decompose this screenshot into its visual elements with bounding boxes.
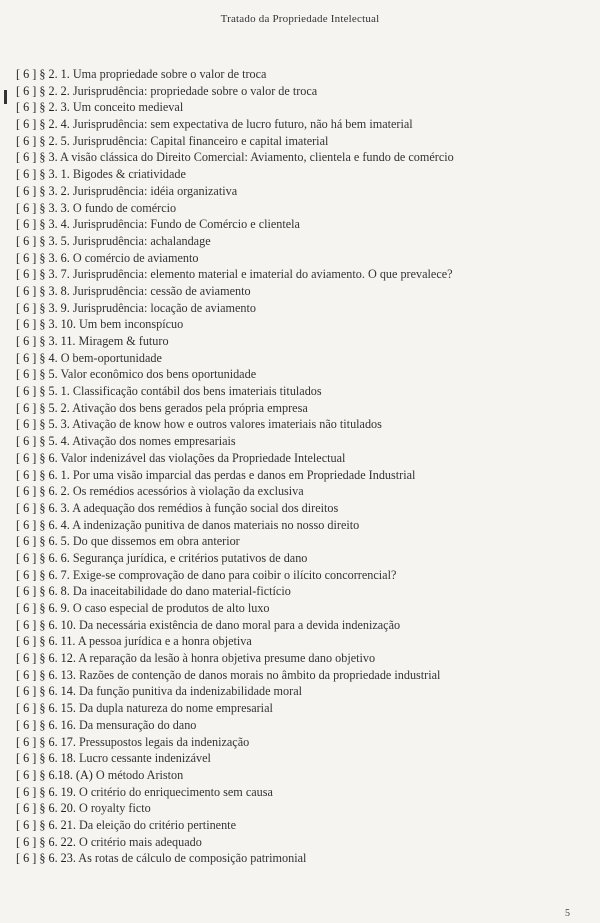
section-title: Razões de contenção de danos morais no âmbito da propriedade industrial <box>78 667 441 682</box>
toc-entry <box>16 533 576 550</box>
section-reference: [ 6 ] § 2. 2. <box>16 83 70 98</box>
section-reference: [ 6 ] § 6. 16. <box>16 717 76 732</box>
section-title: Por uma visão imparcial das perdas e danos em Propriedade Industrial <box>72 467 416 482</box>
toc-entry <box>16 567 576 584</box>
toc-entry <box>16 366 576 383</box>
section-reference: [ 6 ] § 6. 12. <box>16 651 76 666</box>
section-reference: [ 6 ] § 3. 2. <box>16 183 70 198</box>
section-title: Jurisprudência: Fundo de Comércio e clientela <box>72 217 300 232</box>
toc-entry <box>16 216 576 233</box>
toc-entry <box>16 83 576 100</box>
section-title: Jurisprudência: locação de aviamento <box>72 300 256 315</box>
section-title: O bem-oportunidade <box>60 350 162 365</box>
section-title: Da mensuração do dano <box>78 717 197 732</box>
toc-entry <box>16 667 576 684</box>
section-title: Ativação dos nomes empresariais <box>72 434 236 449</box>
toc-entry <box>16 433 576 450</box>
section-reference: [ 6 ] § 3. 10. <box>16 317 76 332</box>
toc-entry <box>16 633 576 650</box>
section-reference: [ 6 ] § 3. 7. <box>16 267 70 282</box>
section-reference: [ 6 ] § 6. 10. <box>16 617 76 632</box>
section-title: Jurisprudência: achalandage <box>72 233 211 248</box>
toc-entry <box>16 400 576 417</box>
section-title: Da dupla natureza do nome empresarial <box>78 701 273 716</box>
section-title: Bigodes & criatividade <box>72 167 186 182</box>
section-reference: [ 6 ] § 4. <box>16 350 58 365</box>
section-reference: [ 6 ] § 2. 5. <box>16 133 70 148</box>
section-title: A adequação dos remédios à função social dos direitos <box>72 500 339 515</box>
section-title: Miragem & futuro <box>78 334 169 348</box>
page-number: 5 <box>565 908 570 919</box>
section-reference: [ 6 ] § 6. 14. <box>16 684 76 699</box>
toc-entry <box>16 583 576 600</box>
section-title: Jurisprudência: sem expectativa de lucro futuro, não há bem imaterial <box>72 117 413 132</box>
toc-entry <box>16 200 576 217</box>
toc-entry <box>16 66 576 83</box>
running-header: Tratado da Propriedade Intelectual <box>220 13 380 25</box>
section-title: Um bem inconspícuo <box>78 317 184 332</box>
section-reference: [ 6 ] § 6. 5. <box>16 534 70 549</box>
section-reference: [ 6 ] § 6. 13. <box>16 667 76 682</box>
toc-entry <box>16 416 576 433</box>
section-reference: [ 6 ] § 6. 22. <box>16 834 76 849</box>
section-title: O caso especial de produtos de alto luxo <box>72 601 270 615</box>
section-reference: [ 6 ] § 6. 21. <box>16 817 76 832</box>
toc-entry <box>16 717 576 734</box>
toc-entry <box>16 383 576 400</box>
toc-entry <box>16 700 576 717</box>
section-title: A visão clássica do Direito Comercial: Aviamento, clientela e fundo de comércio <box>60 150 454 165</box>
section-title: Jurisprudência: elemento material e imaterial do aviamento. O que prevalece? <box>72 267 453 282</box>
toc-entry <box>16 233 576 250</box>
section-title: Jurisprudência: propriedade sobre o valor de troca <box>72 83 318 98</box>
margin-mark <box>4 90 7 104</box>
toc-entry <box>16 183 576 200</box>
section-title: Valor indenizável das violações da Propriedade Intelectual <box>60 450 346 465</box>
section-title: Classificação contábil dos bens imateriais titulados <box>72 384 322 399</box>
section-title: O comércio de aviamento <box>72 250 199 265</box>
section-reference: [ 6 ] § 6. 2. <box>16 484 70 499</box>
section-title: Da necessária existência de dano moral para a devida indenização <box>78 617 401 632</box>
section-title: As rotas de cálculo de composição patrimonial <box>78 851 307 866</box>
section-reference: [ 6 ] § 3. 8. <box>16 283 70 298</box>
toc-entry <box>16 483 576 500</box>
toc-entry <box>16 250 576 267</box>
section-title: O método Ariston <box>95 767 184 782</box>
section-title: Do que dissemos em obra anterior <box>72 534 240 549</box>
toc-entry <box>16 116 576 133</box>
toc-entry <box>16 517 576 534</box>
section-reference: [ 6 ] § 2. 3. <box>16 100 70 115</box>
section-reference: [ 6 ] § 6. 18. <box>16 751 76 766</box>
toc-entry <box>16 784 576 801</box>
section-reference: [ 6 ] § 3. 4. <box>16 217 70 232</box>
toc-entry <box>16 800 576 817</box>
section-title: Um conceito medieval <box>72 100 184 115</box>
section-reference: [ 6 ] § 6. 1. <box>16 467 70 482</box>
section-reference: [ 6 ] § 6. 3. <box>16 500 70 515</box>
section-title: Lucro cessante indenizável <box>78 751 211 766</box>
toc-entry <box>16 617 576 634</box>
section-title: Da inaceitabilidade do dano material-fictício <box>72 584 291 599</box>
section-reference: [ 6 ] § 6. 15. <box>16 701 76 716</box>
toc-entry <box>16 333 576 350</box>
section-reference: [ 6 ] § 6. 4. <box>16 517 70 532</box>
section-reference: [ 6 ] § 5. 3. <box>16 417 70 432</box>
toc-entry <box>16 450 576 467</box>
section-reference: [ 6 ] § 6. 20. <box>16 801 76 816</box>
section-reference: [ 6 ] § 6. 23. <box>16 851 76 866</box>
toc-entry <box>16 767 576 784</box>
toc-entry <box>16 850 576 867</box>
section-title: Da função punitiva da indenizabilidade moral <box>78 684 302 699</box>
section-title: Da eleição do critério pertinente <box>78 817 236 832</box>
section-reference: [ 6 ] § 3. 6. <box>16 250 70 265</box>
toc-entry <box>16 600 576 617</box>
toc-entry <box>16 550 576 567</box>
section-reference: [ 6 ] § 6. 6. <box>16 550 70 565</box>
toc-entry <box>16 166 576 183</box>
section-reference: [ 6 ] § 6. 8. <box>16 584 70 599</box>
section-title: O critério mais adequado <box>78 834 202 849</box>
section-reference: [ 6 ] § 6. 7. <box>16 567 70 582</box>
toc-entry <box>16 283 576 300</box>
section-title: O royalty ficto <box>78 801 151 816</box>
section-title: Exige-se comprovação de dano para coibir o ilícito concorrencial? <box>72 567 397 582</box>
section-reference: [ 6 ] § 6. 17. <box>16 734 76 749</box>
toc-entry <box>16 750 576 767</box>
section-reference: [ 6 ] § 6. 9. <box>16 601 70 615</box>
toc-entry <box>16 650 576 667</box>
toc-entry <box>16 500 576 517</box>
toc-entry <box>16 834 576 851</box>
section-reference: [ 6 ] § 3. 9. <box>16 300 70 315</box>
section-title: Uma propriedade sobre o valor de troca <box>72 67 267 81</box>
section-title: Jurisprudência: Capital financeiro e capital imaterial <box>72 133 329 148</box>
section-reference: [ 6 ] § 6. 11. <box>16 634 76 649</box>
section-reference: [ 6 ] § 3. 3. <box>16 200 70 215</box>
section-title: Jurisprudência: idéia organizativa <box>72 183 238 198</box>
section-reference: [ 6 ] § 6. <box>16 450 58 465</box>
section-reference: [ 6 ] § 5. <box>16 367 58 382</box>
section-reference: [ 6 ] § 2. 1. <box>16 67 70 81</box>
section-title: Segurança jurídica, e critérios putativos de dano <box>72 550 308 565</box>
section-reference: [ 6 ] § 6. 19. <box>16 784 76 799</box>
toc-entry <box>16 99 576 116</box>
section-title: Valor econômico dos bens oportunidade <box>60 367 257 382</box>
section-reference: [ 6 ] § 5. 4. <box>16 434 70 449</box>
section-title: Ativação de know how e outros valores imateriais não titulados <box>72 417 382 432</box>
section-reference: [ 6 ] § 3. 11. <box>16 334 76 348</box>
section-reference: [ 6 ] § 5. 2. <box>16 400 70 415</box>
toc-entry <box>16 133 576 150</box>
toc-entry <box>16 266 576 283</box>
toc-entry <box>16 683 576 700</box>
toc-entry <box>16 149 576 166</box>
section-title: A pessoa jurídica e a honra objetiva <box>77 634 252 649</box>
toc-entry <box>16 467 576 484</box>
section-title: Os remédios acessórios à violação da exclusiva <box>72 484 304 499</box>
section-reference: [ 6 ] § 5. 1. <box>16 384 70 399</box>
section-title: Pressupostos legais da indenização <box>78 734 250 749</box>
section-title: Ativação dos bens gerados pela própria empresa <box>72 400 308 415</box>
section-reference: [ 6 ] § 2. 4. <box>16 117 70 132</box>
section-title: A indenização punitiva de danos materiais no nosso direito <box>72 517 360 532</box>
toc-entry <box>16 817 576 834</box>
section-reference: [ 6 ] § 3. <box>16 150 58 165</box>
section-reference: [ 6 ] § 3. 1. <box>16 167 70 182</box>
table-of-contents <box>16 66 576 867</box>
section-title: A reparação da lesão à honra objetiva presume dano objetivo <box>78 651 376 666</box>
toc-entry <box>16 734 576 751</box>
section-reference: [ 6 ] § 6.18. (A) <box>16 767 93 782</box>
section-title: O fundo de comércio <box>72 200 177 215</box>
toc-entry <box>16 316 576 333</box>
section-title: Jurisprudência: cessão de aviamento <box>72 283 251 298</box>
section-reference: [ 6 ] § 3. 5. <box>16 233 70 248</box>
toc-entry <box>16 300 576 317</box>
toc-entry <box>16 350 576 367</box>
section-title: O critério do enriquecimento sem causa <box>78 784 273 799</box>
